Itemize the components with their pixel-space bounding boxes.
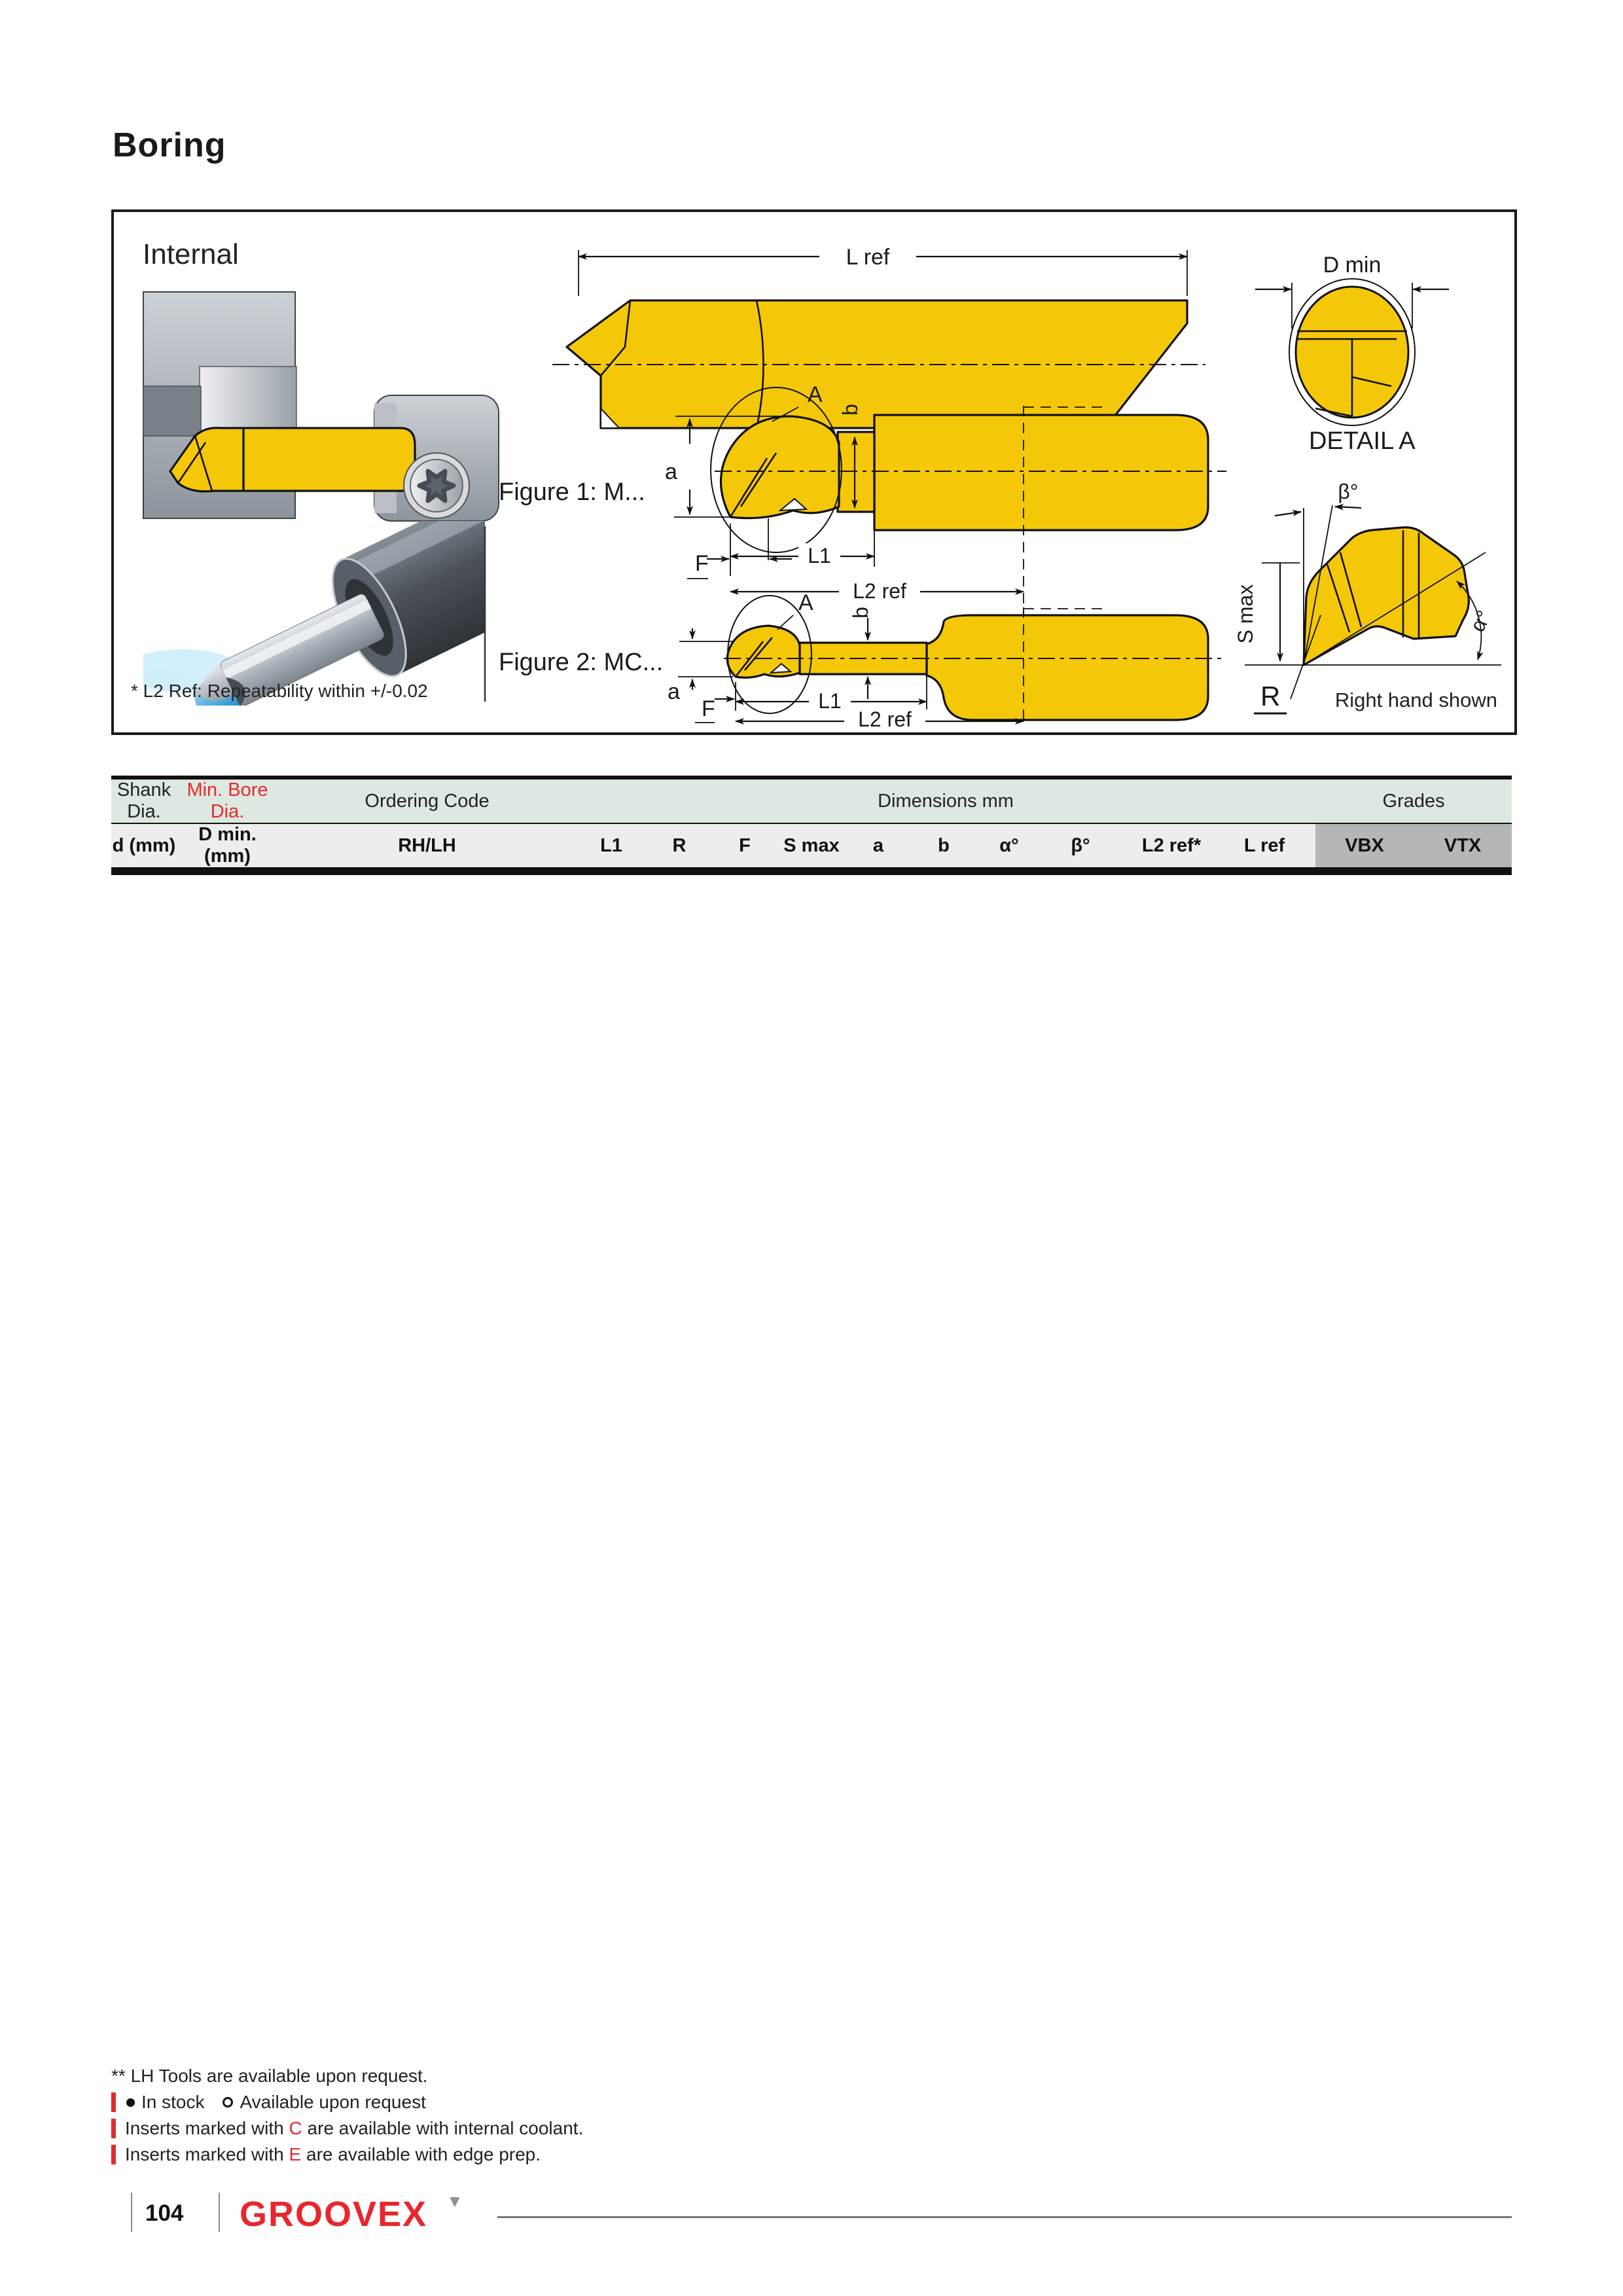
column-group-header: Dimensions mm (576, 780, 1315, 823)
red-bar-icon (111, 2119, 116, 2138)
page-title: Boring (113, 126, 226, 164)
b-label: b (849, 607, 872, 619)
f-label: F (702, 696, 715, 721)
column-header: b (911, 823, 976, 869)
page-number: 104 (145, 2200, 184, 2226)
column-header: VBX (1315, 823, 1414, 869)
detail-callout: A (798, 590, 813, 615)
on-request-dot-icon (223, 2097, 233, 2108)
column-header: d (mm) (111, 823, 177, 869)
figure2-label: Figure 2: MC... (499, 649, 664, 676)
column-header (1305, 823, 1315, 869)
r-label: R (1260, 681, 1281, 711)
red-bar-icon (111, 2092, 116, 2112)
technical-drawing (114, 212, 1514, 732)
a-label: a (668, 679, 680, 704)
footer-rule (497, 2216, 1512, 2218)
column-header: a (846, 823, 911, 869)
column-header: L2 ref* (1119, 823, 1224, 869)
figure-panel (111, 209, 1517, 735)
detail-a-label: DETAIL A (1309, 427, 1416, 455)
beta-label: β° (1338, 480, 1359, 503)
side-view-drawing (552, 241, 1205, 428)
detail-callout: A (808, 382, 823, 407)
footer-divider (131, 2193, 132, 2232)
footnote-legend: In stock Available upon request (111, 2089, 1027, 2115)
column-header: L1 (576, 823, 647, 869)
l1-label: L1 (808, 544, 831, 567)
footnote-coolant: Inserts marked with C are available with internal coolant. (111, 2115, 1027, 2142)
alpha-label: α° (1465, 606, 1496, 636)
column-header: RH/LH (278, 823, 576, 869)
column-header: D min. (mm) (177, 823, 278, 869)
column-header: R (647, 823, 712, 869)
internal-heading: Internal (143, 238, 239, 270)
red-bar-icon (111, 2145, 116, 2164)
column-header: S max (777, 823, 846, 869)
column-group-header: Ordering Code (278, 780, 576, 823)
in-stock-dot-icon (126, 2098, 135, 2107)
right-hand-shown-note: Right hand shown (1334, 689, 1497, 711)
l1-label: L1 (818, 689, 842, 713)
logo-triangle-icon: ▼ (446, 2191, 463, 2211)
column-header: α° (976, 823, 1042, 869)
front-view-drawing (1255, 253, 1449, 425)
column-header: β° (1042, 823, 1119, 869)
brand-logo: GROOVEX ▼ (240, 2191, 463, 2234)
column-header: L ref (1224, 823, 1305, 869)
footnote-edgeprep: Inserts marked with E are available with edge prep. (111, 2142, 1027, 2168)
column-group-header: Grades (1315, 780, 1512, 823)
footnote-lh-tools: ** LH Tools are available upon request. (111, 2066, 428, 2086)
figure1-label: Figure 1: M... (499, 478, 645, 506)
catalog-table (111, 776, 1512, 875)
l2ref-label: L2 ref (858, 708, 912, 731)
a-label: a (665, 459, 677, 484)
f-label: F (695, 551, 709, 576)
column-header: VTX (1414, 823, 1512, 869)
detail-a-drawing (1234, 427, 1501, 713)
dmin-label: D min (1323, 253, 1382, 278)
lref-label: L ref (846, 245, 890, 270)
footer-divider (219, 2193, 220, 2232)
column-header: F (712, 823, 777, 869)
footnotes (111, 2063, 1027, 2168)
l2ref-label: L2 ref (853, 579, 906, 603)
b-label: b (838, 404, 862, 416)
column-group-header: Min. Bore Dia. (177, 780, 278, 823)
column-group-header: Shank Dia. (111, 780, 177, 823)
smax-label: S max (1234, 584, 1257, 644)
l2ref-note: * L2 Ref: Repeatability within +/-0.02 (131, 681, 428, 701)
figure2-drawing (499, 590, 1226, 732)
workpiece-cross-section-illustration (143, 292, 499, 521)
